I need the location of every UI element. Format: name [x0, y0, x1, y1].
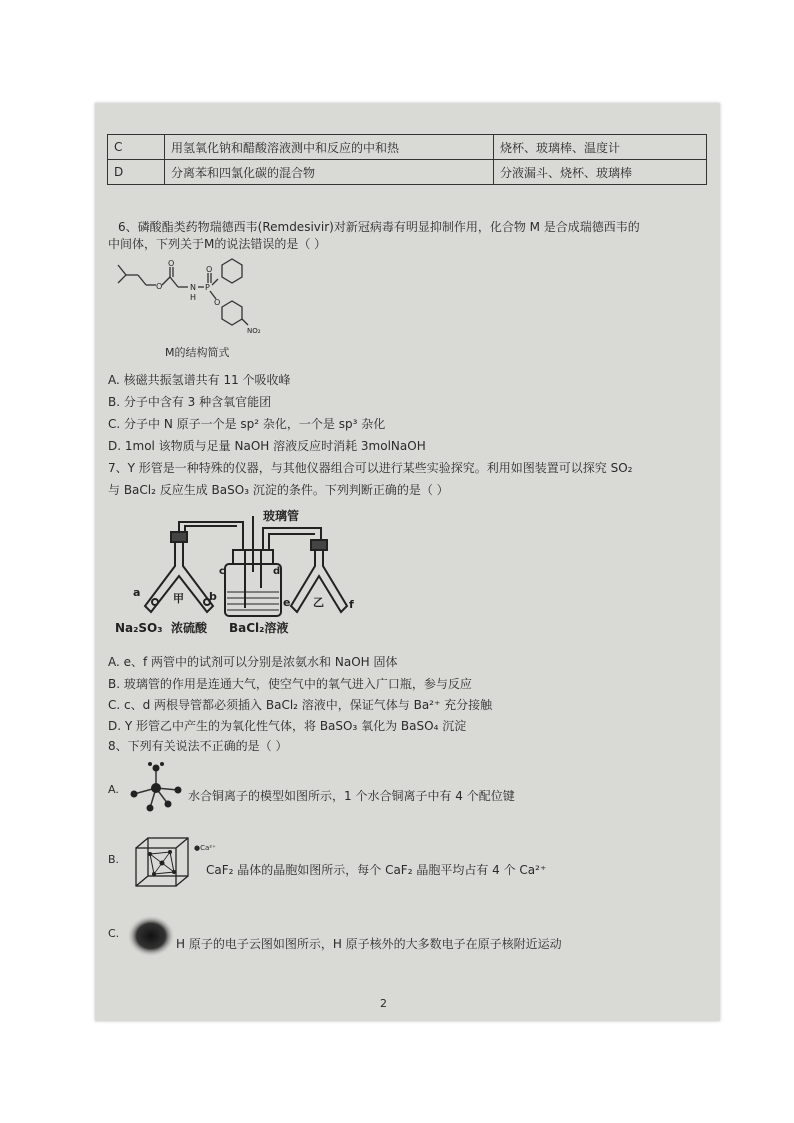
table-row-key: D — [108, 160, 165, 185]
q8-stem: 8、下列有关说法不正确的是（ ） — [108, 739, 288, 753]
label-yi: 乙 — [313, 596, 324, 609]
label-f: f — [349, 598, 354, 611]
label-a: a — [133, 586, 141, 599]
label-c: c — [219, 566, 225, 577]
label-e: e — [283, 596, 291, 609]
q8-c-text: H 原子的电子云图如图所示，H 原子核外的大多数电子在原子核附近运动 — [176, 937, 562, 951]
table-row-equipment: 分液漏斗、烧杯、玻璃棒 — [494, 160, 707, 185]
table-row-content: 用氢氧化钠和醋酸溶液测中和反应的中和热 — [165, 135, 494, 160]
table-row-equipment: 烧杯、玻璃棒、温度计 — [494, 135, 707, 160]
q7-option-d: D. Y 形管乙中产生的为氧化性气体，将 BaSO₃ 氧化为 BaSO₄ 沉淀 — [108, 719, 467, 733]
table-row — [108, 135, 707, 160]
q7-option-c: C. c、d 两根导管都必须插入 BaCl₂ 溶液中，保证气体与 Ba²⁺ 充分接触 — [108, 698, 493, 712]
y-tube-apparatus — [115, 508, 375, 640]
label-bacl2-solution: BaCl₂溶液 — [229, 621, 289, 635]
q7-option-a: A. e、f 两管中的试剂可以分别是浓氨水和 NaOH 固体 — [108, 655, 398, 669]
structure-label-o4: O — [214, 298, 221, 307]
structure-label-o1: O — [156, 282, 163, 291]
label-d: d — [273, 566, 281, 577]
structure-label-o3: O — [206, 265, 213, 274]
label-glass-tube: 玻璃管 — [263, 509, 300, 523]
q8-a-key: A. — [108, 783, 119, 796]
compound-m-structure — [110, 255, 260, 345]
label-b: b — [209, 590, 217, 603]
q8-b-legend: ●Ca²⁺ — [194, 844, 216, 852]
q6-stem-line1: 6、磷酸酯类药物瑞德西韦(Remdesivir)对新冠病毒有明显抑制作用，化合物 M 是合成瑞德西韦的 — [118, 220, 640, 234]
q8-b-text: CaF₂ 晶体的晶胞如图所示，每个 CaF₂ 晶胞平均占有 4 个 Ca²⁺ — [206, 863, 547, 877]
q6-option-d: D. 1mol 该物质与足量 NaOH 溶液反应时消耗 3molNaOH — [108, 439, 426, 453]
table-row-content: 分离苯和四氯化碳的混合物 — [165, 160, 494, 185]
label-na2so3: Na₂SO₃ — [115, 621, 163, 635]
table-row — [108, 160, 707, 185]
q7-stem-line2: 与 BaCl₂ 反应生成 BaSO₃ 沉淀的条件。下列判断正确的是（ ） — [108, 483, 449, 497]
caf2-unit-cell — [132, 834, 192, 890]
q8-c-key: C. — [108, 927, 120, 940]
label-jia: 甲 — [173, 592, 184, 605]
q7-stem-line1: 7、Y 形管是一种特殊的仪器，与其他仪器组合可以进行某些实验探究。利用如图装置可以探究 SO₂ — [108, 461, 633, 475]
structure-label-p: P — [205, 283, 210, 292]
structure-label-h: H — [190, 293, 197, 302]
structure-label-no2: NO₂ — [247, 327, 261, 335]
q8-a-text: 水合铜离子的模型如图所示，1 个水合铜离子中有 4 个配位键 — [188, 789, 515, 803]
q6-option-a: A. 核磁共振氢谱共有 11 个吸收峰 — [108, 373, 291, 387]
structure-label-o2: O — [168, 259, 175, 268]
q6-stem-line2: 中间体，下列关于M的说法错误的是（ ） — [108, 237, 327, 251]
label-concentrated-acid: 浓硫酸 — [171, 621, 208, 635]
options-table — [107, 134, 707, 185]
page-number: 2 — [380, 997, 387, 1010]
structure-label-nh: N — [190, 283, 196, 292]
q7-option-b: B. 玻璃管的作用是连通大气，使空气中的氧气进入广口瓶，参与反应 — [108, 677, 472, 691]
hydrated-copper-ion-model — [128, 760, 184, 816]
hydrogen-electron-cloud — [126, 914, 176, 958]
q8-b-key: B. — [108, 853, 120, 866]
q6-option-b: B. 分子中含有 3 种含氧官能团 — [108, 395, 272, 409]
q6-option-c: C. 分子中 N 原子一个是 sp² 杂化，一个是 sp³ 杂化 — [108, 417, 386, 431]
structure-caption: M的结构简式 — [165, 346, 230, 359]
table-row-key: C — [108, 135, 165, 160]
